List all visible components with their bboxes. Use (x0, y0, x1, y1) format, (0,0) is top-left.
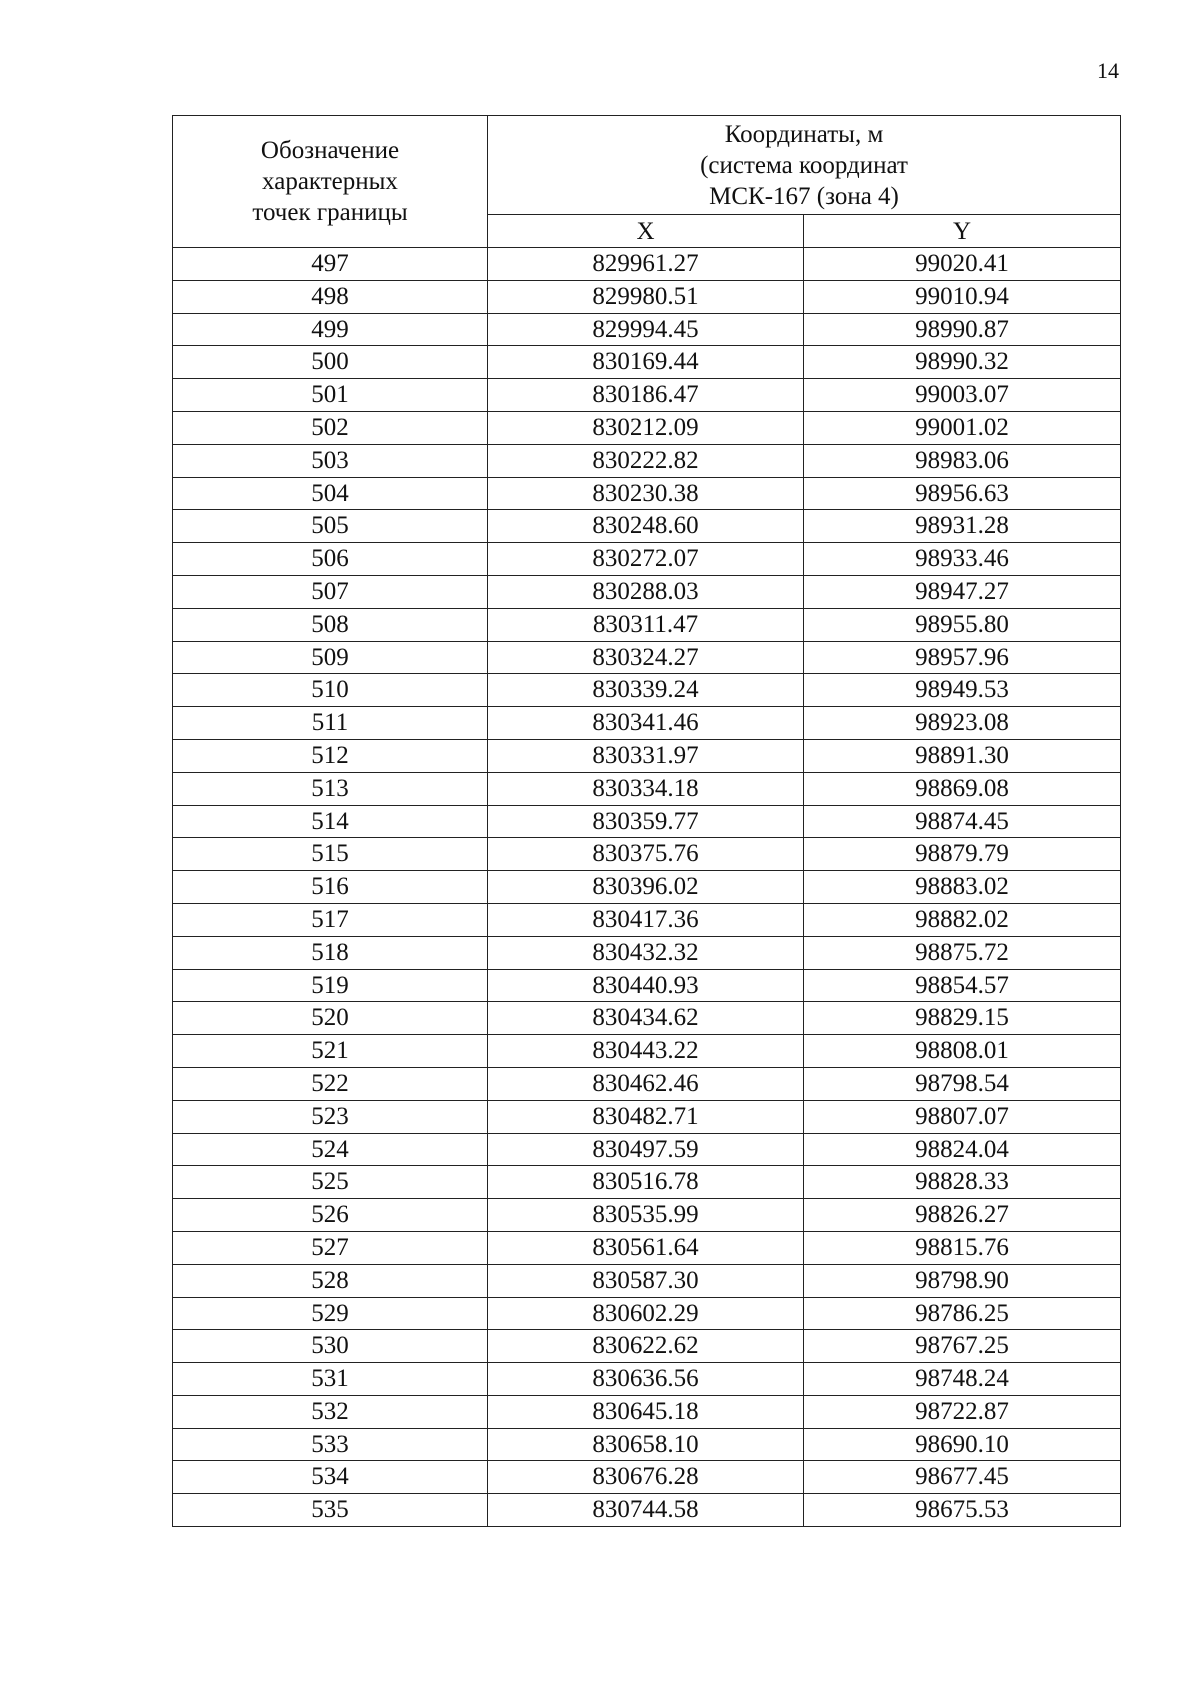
points-column-header (173, 116, 488, 248)
point-id-cell: 505 (173, 510, 488, 543)
table-row (173, 674, 1121, 707)
point-id-cell: 523 (173, 1100, 488, 1133)
point-id-cell: 518 (173, 936, 488, 969)
y-coordinate-cell: 98815.76 (804, 1231, 1121, 1264)
y-coordinate-cell: 98879.79 (804, 838, 1121, 871)
y-coordinate-cell: 98947.27 (804, 575, 1121, 608)
x-coordinate-cell: 830587.30 (488, 1264, 804, 1297)
point-id-cell: 528 (173, 1264, 488, 1297)
point-id-cell: 500 (173, 346, 488, 379)
y-column-header: Y (804, 215, 1121, 248)
page-number: 14 (1097, 58, 1119, 83)
y-coordinate-cell: 98990.87 (804, 313, 1121, 346)
x-coordinate-cell: 830636.56 (488, 1363, 804, 1396)
x-coordinate-cell: 830434.62 (488, 1002, 804, 1035)
y-coordinate-cell: 98882.02 (804, 903, 1121, 936)
x-coordinate-cell: 830222.82 (488, 444, 804, 477)
y-coordinate-cell: 98767.25 (804, 1330, 1121, 1363)
y-coordinate-cell: 98883.02 (804, 871, 1121, 904)
y-coordinate-cell: 99001.02 (804, 411, 1121, 444)
table-row (173, 1035, 1121, 1068)
x-coordinate-cell: 830212.09 (488, 411, 804, 444)
point-id-cell: 514 (173, 805, 488, 838)
point-id-cell: 524 (173, 1133, 488, 1166)
y-coordinate-cell: 98748.24 (804, 1363, 1121, 1396)
y-coordinate-cell: 98824.04 (804, 1133, 1121, 1166)
x-column-header: X (488, 215, 804, 248)
x-coordinate-cell: 830311.47 (488, 608, 804, 641)
coordinates-header-line: Координаты, м (724, 120, 884, 148)
y-coordinate-cell: 98786.25 (804, 1297, 1121, 1330)
y-coordinate-cell: 98798.54 (804, 1067, 1121, 1100)
x-coordinate-cell: 830339.24 (488, 674, 804, 707)
x-coordinate-cell: 830186.47 (488, 379, 804, 412)
table-row (173, 1100, 1121, 1133)
point-id-cell: 510 (173, 674, 488, 707)
table-row (173, 936, 1121, 969)
points-header-line: характерных (262, 168, 398, 195)
points-header-line: Обозначение (260, 137, 400, 164)
y-coordinate-cell: 99003.07 (804, 379, 1121, 412)
y-coordinate-cell: 98957.96 (804, 641, 1121, 674)
x-coordinate-cell: 830622.62 (488, 1330, 804, 1363)
point-id-cell: 533 (173, 1428, 488, 1461)
y-coordinate-cell: 98690.10 (804, 1428, 1121, 1461)
y-coordinate-cell: 98956.63 (804, 477, 1121, 510)
y-coordinate-cell: 98990.32 (804, 346, 1121, 379)
x-coordinate-cell: 830462.46 (488, 1067, 804, 1100)
x-coordinate-cell: 830169.44 (488, 346, 804, 379)
point-id-cell: 511 (173, 707, 488, 740)
y-coordinate-cell: 98798.90 (804, 1264, 1121, 1297)
y-coordinate-cell: 99020.41 (804, 248, 1121, 281)
point-id-cell: 503 (173, 444, 488, 477)
point-id-cell: 522 (173, 1067, 488, 1100)
point-id-cell: 508 (173, 608, 488, 641)
y-coordinate-cell: 98829.15 (804, 1002, 1121, 1035)
y-coordinate-cell: 98955.80 (804, 608, 1121, 641)
point-id-cell: 502 (173, 411, 488, 444)
table-row (173, 1395, 1121, 1428)
point-id-cell: 499 (173, 313, 488, 346)
coordinates-header-line: МСК-167 (зона 4) (709, 182, 899, 210)
point-id-cell: 515 (173, 838, 488, 871)
table-row (173, 248, 1121, 281)
y-coordinate-cell: 98949.53 (804, 674, 1121, 707)
y-coordinate-cell: 98808.01 (804, 1035, 1121, 1068)
x-coordinate-cell: 830324.27 (488, 641, 804, 674)
point-id-cell: 531 (173, 1363, 488, 1396)
point-id-cell: 506 (173, 543, 488, 576)
x-coordinate-cell: 830334.18 (488, 772, 804, 805)
point-id-cell: 527 (173, 1231, 488, 1264)
x-coordinate-cell: 830658.10 (488, 1428, 804, 1461)
table-row (173, 1264, 1121, 1297)
x-coordinate-cell: 830602.29 (488, 1297, 804, 1330)
y-coordinate-cell: 98675.53 (804, 1494, 1121, 1527)
table-row (173, 510, 1121, 543)
x-coordinate-cell: 829980.51 (488, 280, 804, 313)
point-id-cell: 534 (173, 1461, 488, 1494)
point-id-cell: 519 (173, 969, 488, 1002)
table-row (173, 707, 1121, 740)
table-row (173, 411, 1121, 444)
x-coordinate-cell: 830676.28 (488, 1461, 804, 1494)
x-coordinate-cell: 830440.93 (488, 969, 804, 1002)
table-row (173, 1297, 1121, 1330)
x-coordinate-cell: 830230.38 (488, 477, 804, 510)
y-coordinate-cell: 98828.33 (804, 1166, 1121, 1199)
y-coordinate-cell: 98931.28 (804, 510, 1121, 543)
coordinates-header-line: (система координат (700, 151, 908, 179)
table-row (173, 444, 1121, 477)
x-coordinate-cell: 830535.99 (488, 1199, 804, 1232)
point-id-cell: 507 (173, 575, 488, 608)
table-row (173, 543, 1121, 576)
table-row (173, 280, 1121, 313)
point-id-cell: 520 (173, 1002, 488, 1035)
table-row (173, 1461, 1121, 1494)
point-id-cell: 525 (173, 1166, 488, 1199)
y-coordinate-cell: 98826.27 (804, 1199, 1121, 1232)
table-row (173, 346, 1121, 379)
table-row (173, 805, 1121, 838)
y-coordinate-cell: 98807.07 (804, 1100, 1121, 1133)
table-row (173, 838, 1121, 871)
x-coordinate-cell: 830248.60 (488, 510, 804, 543)
point-id-cell: 521 (173, 1035, 488, 1068)
table-row (173, 1428, 1121, 1461)
x-coordinate-cell: 830432.32 (488, 936, 804, 969)
x-coordinate-cell: 829961.27 (488, 248, 804, 281)
point-id-cell: 497 (173, 248, 488, 281)
table-row (173, 1330, 1121, 1363)
table-row (173, 313, 1121, 346)
x-coordinate-cell: 830331.97 (488, 739, 804, 772)
coordinates-column-header (488, 116, 1121, 215)
point-id-cell: 513 (173, 772, 488, 805)
x-coordinate-cell: 830359.77 (488, 805, 804, 838)
point-id-cell: 498 (173, 280, 488, 313)
point-id-cell: 526 (173, 1199, 488, 1232)
point-id-cell: 512 (173, 739, 488, 772)
x-coordinate-cell: 829994.45 (488, 313, 804, 346)
y-coordinate-cell: 98933.46 (804, 543, 1121, 576)
x-coordinate-cell: 830341.46 (488, 707, 804, 740)
points-header-line: точек границы (252, 199, 408, 226)
table-row (173, 477, 1121, 510)
y-coordinate-cell: 98983.06 (804, 444, 1121, 477)
table-row (173, 1363, 1121, 1396)
x-coordinate-cell: 830288.03 (488, 575, 804, 608)
x-coordinate-cell: 830396.02 (488, 871, 804, 904)
table-row (173, 969, 1121, 1002)
y-coordinate-cell: 98874.45 (804, 805, 1121, 838)
x-coordinate-cell: 830645.18 (488, 1395, 804, 1428)
x-coordinate-cell: 830497.59 (488, 1133, 804, 1166)
y-coordinate-cell: 98722.87 (804, 1395, 1121, 1428)
table-row (173, 739, 1121, 772)
point-id-cell: 530 (173, 1330, 488, 1363)
x-coordinate-cell: 830375.76 (488, 838, 804, 871)
y-coordinate-cell: 98854.57 (804, 969, 1121, 1002)
table-row (173, 871, 1121, 904)
table-body (173, 248, 1121, 1527)
point-id-cell: 535 (173, 1494, 488, 1527)
point-id-cell: 532 (173, 1395, 488, 1428)
table-row (173, 575, 1121, 608)
table-row (173, 1199, 1121, 1232)
y-coordinate-cell: 98923.08 (804, 707, 1121, 740)
coordinates-table (172, 115, 1121, 1527)
table-row (173, 1067, 1121, 1100)
y-coordinate-cell: 98891.30 (804, 739, 1121, 772)
point-id-cell: 509 (173, 641, 488, 674)
point-id-cell: 529 (173, 1297, 488, 1330)
y-coordinate-cell: 99010.94 (804, 280, 1121, 313)
x-coordinate-cell: 830272.07 (488, 543, 804, 576)
x-coordinate-cell: 830561.64 (488, 1231, 804, 1264)
point-id-cell: 517 (173, 903, 488, 936)
table-header (173, 116, 1121, 248)
point-id-cell: 516 (173, 871, 488, 904)
table-row (173, 903, 1121, 936)
point-id-cell: 504 (173, 477, 488, 510)
x-coordinate-cell: 830516.78 (488, 1166, 804, 1199)
x-coordinate-cell: 830417.36 (488, 903, 804, 936)
table-row (173, 1133, 1121, 1166)
table-row (173, 1002, 1121, 1035)
table-row (173, 1166, 1121, 1199)
table-row (173, 772, 1121, 805)
x-coordinate-cell: 830744.58 (488, 1494, 804, 1527)
header-row-main (173, 116, 1121, 215)
y-coordinate-cell: 98869.08 (804, 772, 1121, 805)
table-row (173, 379, 1121, 412)
x-coordinate-cell: 830482.71 (488, 1100, 804, 1133)
table-row (173, 1494, 1121, 1527)
table-row (173, 1231, 1121, 1264)
table-row (173, 641, 1121, 674)
x-coordinate-cell: 830443.22 (488, 1035, 804, 1068)
y-coordinate-cell: 98875.72 (804, 936, 1121, 969)
table-row (173, 608, 1121, 641)
point-id-cell: 501 (173, 379, 488, 412)
y-coordinate-cell: 98677.45 (804, 1461, 1121, 1494)
